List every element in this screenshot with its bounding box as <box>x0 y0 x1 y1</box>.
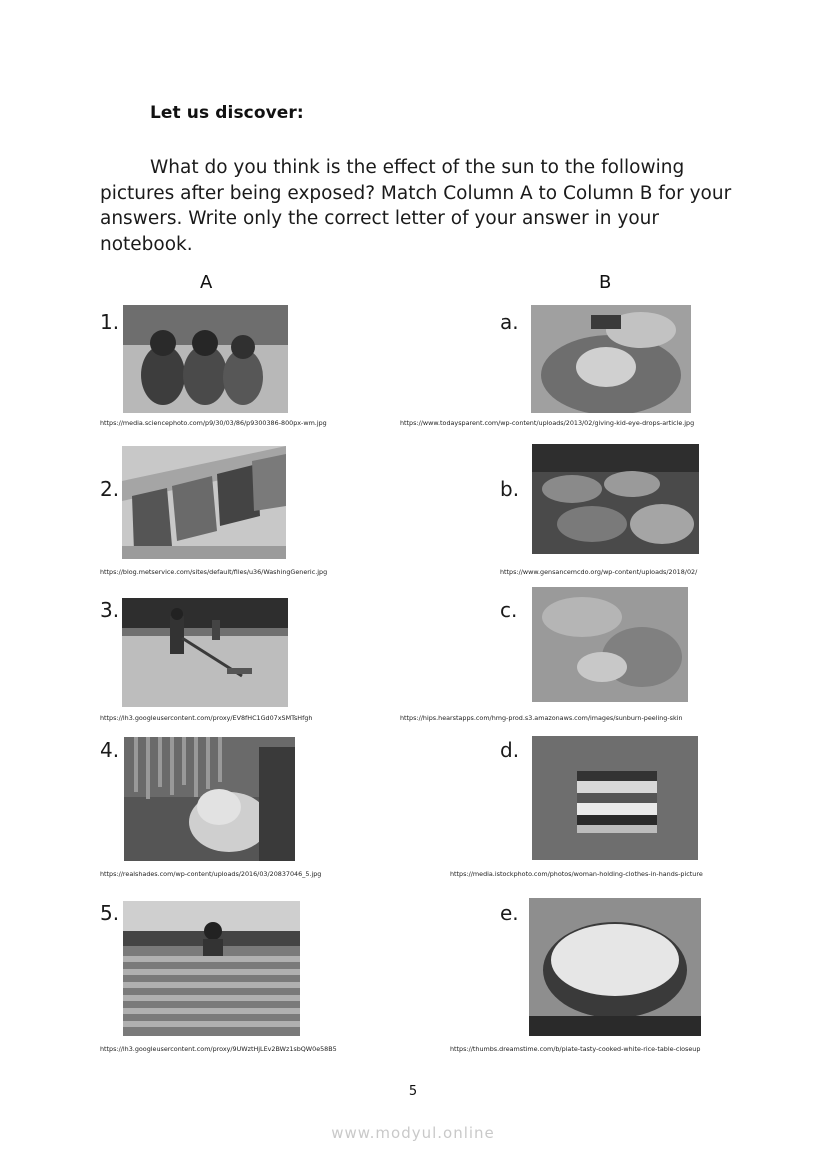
watermark: www.modyul.online <box>331 1124 495 1142</box>
item-letter-b: b. <box>500 477 520 501</box>
picture-1 <box>123 305 288 413</box>
page-number: 5 <box>408 1084 418 1099</box>
item-number-1: 1. <box>100 310 120 334</box>
item-number-4: 4. <box>100 738 120 762</box>
source-url-1[interactable]: https://media.sciencephoto.com/p9/30/03/86/p9300386-800px-wm.jpg <box>100 419 327 427</box>
picture-4 <box>124 737 295 861</box>
source-url-c[interactable]: https://hips.hearstapps.com/hmg-prod.s3.amazonaws.com/images/sunburn-peeling-skin <box>400 714 683 722</box>
instructions <box>100 155 740 257</box>
picture-b <box>532 444 699 554</box>
picture-a <box>531 305 691 413</box>
item-letter-a: a. <box>500 310 519 334</box>
picture-e <box>529 898 701 1036</box>
item-letter-e: e. <box>500 901 519 925</box>
source-url-e[interactable]: https://thumbs.dreamstime.com/b/plate-tasty-cooked-white-rice-table-closeup <box>450 1045 701 1053</box>
picture-2 <box>122 446 286 559</box>
source-url-d[interactable]: https://media.istockphoto.com/photos/woman-holding-clothes-in-hands-picture <box>450 870 703 878</box>
source-url-4[interactable]: https://realshades.com/wp-content/uploads/2016/03/20837046_5.jpg <box>100 870 322 878</box>
instructions-text: What do you think is the effect of the sun to the following pictures after being exposed? Match Column A to Column B for your answers. Write only the correct letter of your answer in your notebook. <box>100 157 732 255</box>
source-url-a[interactable]: https://www.todaysparent.com/wp-content/uploads/2013/02/giving-kid-eye-drops-article.jpg <box>400 419 695 427</box>
item-number-5: 5. <box>100 901 120 925</box>
section-heading: Let us discover: <box>150 103 304 123</box>
item-number-2: 2. <box>100 477 120 501</box>
picture-d <box>532 736 698 860</box>
source-url-b[interactable]: https://www.gensancemcdo.org/wp-content/uploads/2018/02/ <box>500 568 698 576</box>
column-b-header: B <box>599 272 612 293</box>
item-number-3: 3. <box>100 598 120 622</box>
source-url-2[interactable]: https://blog.metservice.com/sites/default/files/u36/WashingGeneric.jpg <box>100 568 328 576</box>
source-url-5[interactable]: https://lh3.googleusercontent.com/proxy/9UWztHjLEv2BWz1sbQW0e58B5 <box>100 1045 337 1053</box>
item-letter-c: c. <box>500 598 518 622</box>
picture-c <box>532 587 688 702</box>
picture-3 <box>122 598 288 707</box>
column-a-header: A <box>200 272 213 293</box>
picture-5 <box>123 901 300 1036</box>
item-letter-d: d. <box>500 738 520 762</box>
source-url-3[interactable]: https://lh3.googleusercontent.com/proxy/EV8fHC1Gd07xSMTsHfgh <box>100 714 313 722</box>
